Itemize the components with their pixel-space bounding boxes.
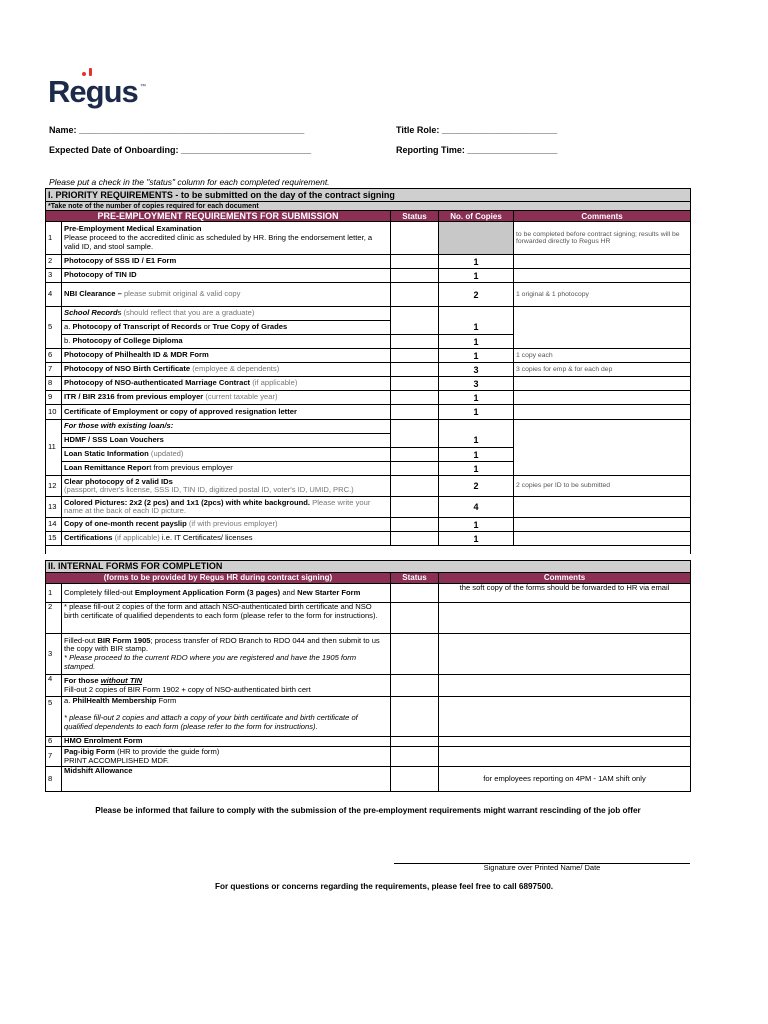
status-column-header: Status (391, 211, 439, 222)
name-field[interactable]: Name: _____________________________________________ (49, 125, 305, 135)
onboarding-date-field[interactable]: Expected Date of Onboarding: __________________________ (49, 145, 312, 155)
section1-note: *Take note of the number of copies required for each document (46, 202, 691, 211)
table-row: 8 Photocopy of NSO-authenticated Marriage Contract (if applicable) 3 (46, 377, 691, 391)
table-row: 5 School Records (should reflect that you are a graduate) (46, 307, 691, 321)
section2-title: II. INTERNAL FORMS FOR COMPLETION (46, 561, 691, 573)
status-checkbox[interactable] (391, 283, 439, 307)
table-row: 1 Pre-Employment Medical Examination Please proceed to the accredited clinic as scheduled by HR. Bring the endorsement letter, a valid ID, and stool sample. to be completed before contract signing; results will be forwarded directly to Regus HR (46, 222, 691, 255)
table-row: 10 Certificate of Employment or copy of approved resignation letter 1 (46, 405, 691, 420)
status-checkbox[interactable] (391, 497, 439, 518)
table-row: 11 For those with existing loan/s: (46, 420, 691, 434)
status-checkbox[interactable] (391, 377, 439, 391)
table-row: 6 HMO Enrolment Form (46, 737, 691, 747)
table-row: 7 Pag-ibig Form (HR to provide the guide form) PRINT ACCOMPLISHED MDF. (46, 747, 691, 767)
status-checkbox[interactable] (391, 222, 439, 255)
table-row: 8 Midshift Allowance for employees reporting on 4PM - 1AM shift only (46, 767, 691, 792)
table-row: 9 ITR / BIR 2316 from previous employer (current taxable year) 1 (46, 391, 691, 405)
table-row: 3 Photocopy of TIN ID 1 (46, 269, 691, 283)
compliance-notice: Please be informed that failure to comply with the submission of the pre-employment requirements might warrant rescinding of the job offer (95, 806, 641, 815)
copies-column-header: No. of Copies (439, 211, 514, 222)
table-row: 2 Photocopy of SSS ID / E1 Form 1 (46, 255, 691, 269)
contact-footer: For questions or concerns regarding the requirements, please feel free to call 6897500. (214, 882, 554, 891)
title-role-field[interactable]: Title Role: _______________________ (396, 125, 557, 135)
table-row: 4 NBI Clearance – please submit original & valid copy 2 1 original & 1 photocopy (46, 283, 691, 307)
table-row: 3 Filled-out BIR Form 1905; process transfer of RDO Branch to RDO 044 and then submit to us the copy with BIR stamp. * Please proceed to the current RDO where you are registered and have the 1905 form stamped. (46, 634, 691, 675)
table-row: 1 Completely filled-out Employment Application Form (3 pages) and New Starter Form the soft copy of the forms should be forwarded to HR via email (46, 584, 691, 603)
status-checkbox[interactable] (391, 697, 439, 737)
logo-wordmark: Regus (48, 74, 138, 109)
status-checkbox[interactable] (391, 584, 439, 603)
status-checkbox[interactable] (391, 603, 439, 634)
status-checkbox[interactable] (391, 767, 439, 792)
status-checkbox[interactable] (391, 675, 439, 697)
table-row: 13 Colored Pictures: 2x2 (2 pcs) and 1x1 (2pcs) with white background. Please write your name at the back of each ID picture. 4 (46, 497, 691, 518)
section1-header-label: PRE-EMPLOYMENT REQUIREMENTS FOR SUBMISSION (46, 211, 391, 222)
status-checkbox[interactable] (391, 255, 439, 269)
comments-column-header: Comments (514, 211, 691, 222)
internal-forms-table (45, 560, 691, 792)
status-checkbox[interactable] (391, 448, 439, 462)
table-row: 2 * please fill-out 2 copies of the form and attach NSO-authenticated birth certificate and NSO birth certificate of qualified dependents to each form (please refer to the form for instructions). (46, 603, 691, 634)
table-row: HDMF / SSS Loan Vouchers 1 (46, 434, 691, 448)
status-checkbox[interactable] (391, 335, 439, 349)
signature-label: Signature over Printed Name/ Date (483, 863, 601, 872)
reporting-time-field[interactable]: Reporting Time: __________________ (396, 145, 558, 155)
regus-logo (48, 66, 158, 114)
table-row: 5 a. PhilHealth Membership Form * please fill-out 2 copies and attach a copy of your birth certificate and birth certificate of qualified dependents to each form (please refer to the form for instructions). (46, 697, 691, 737)
status-checkbox[interactable] (391, 476, 439, 497)
table-row: b. Photocopy of College Diploma 1 (46, 335, 691, 349)
status-checkbox[interactable] (391, 747, 439, 767)
instruction-text: Please put a check in the "status" column for each completed requirement. (49, 177, 330, 187)
table-row: Loan Static Information (updated) 1 (46, 448, 691, 462)
status-checkbox[interactable] (391, 634, 439, 675)
table-row: 4 For those without TIN Fill-out 2 copies of BIR Form 1902 + copy of NSO-authenticated birth cert (46, 675, 691, 697)
priority-requirements-table (45, 188, 691, 554)
status-column-header-2: Status (391, 573, 439, 584)
table-row: 12 Clear photocopy of 2 valid IDs (passport, driver's license, SSS ID, TIN ID, digitized postal ID, voter's ID, UMID, PRC.) 2 2 copies per ID to be submitted (46, 476, 691, 497)
table-row: Loan Remittance Report from previous employer 1 (46, 462, 691, 476)
table-row: 6 Photocopy of Philhealth ID & MDR Form 1 1 copy each (46, 349, 691, 363)
status-checkbox[interactable] (391, 269, 439, 283)
comments-column-header-2: Comments (439, 573, 691, 584)
status-checkbox[interactable] (391, 307, 439, 335)
status-checkbox[interactable] (391, 737, 439, 747)
table-row: a. Photocopy of Transcript of Records or True Copy of Grades 1 (46, 321, 691, 335)
status-checkbox[interactable] (391, 532, 439, 546)
status-checkbox[interactable] (391, 363, 439, 377)
status-checkbox[interactable] (391, 405, 439, 420)
table-row: 7 Photocopy of NSO Birth Certificate (employee & dependents) 3 3 copies for emp & for each dep (46, 363, 691, 377)
status-checkbox[interactable] (391, 420, 439, 448)
logo-trademark: ™ (140, 84, 146, 90)
section2-header-label: (forms to be provided by Regus HR during contract signing) (46, 573, 391, 584)
table-row: 14 Copy of one-month recent payslip (if with previous employer) 1 (46, 518, 691, 532)
status-checkbox[interactable] (391, 349, 439, 363)
status-checkbox[interactable] (391, 462, 439, 476)
status-checkbox[interactable] (391, 391, 439, 405)
table-row: 15 Certifications (if applicable) i.e. IT Certificates/ licenses 1 (46, 532, 691, 546)
status-checkbox[interactable] (391, 518, 439, 532)
section1-title: I. PRIORITY REQUIREMENTS - to be submitted on the day of the contract signing (46, 189, 691, 202)
